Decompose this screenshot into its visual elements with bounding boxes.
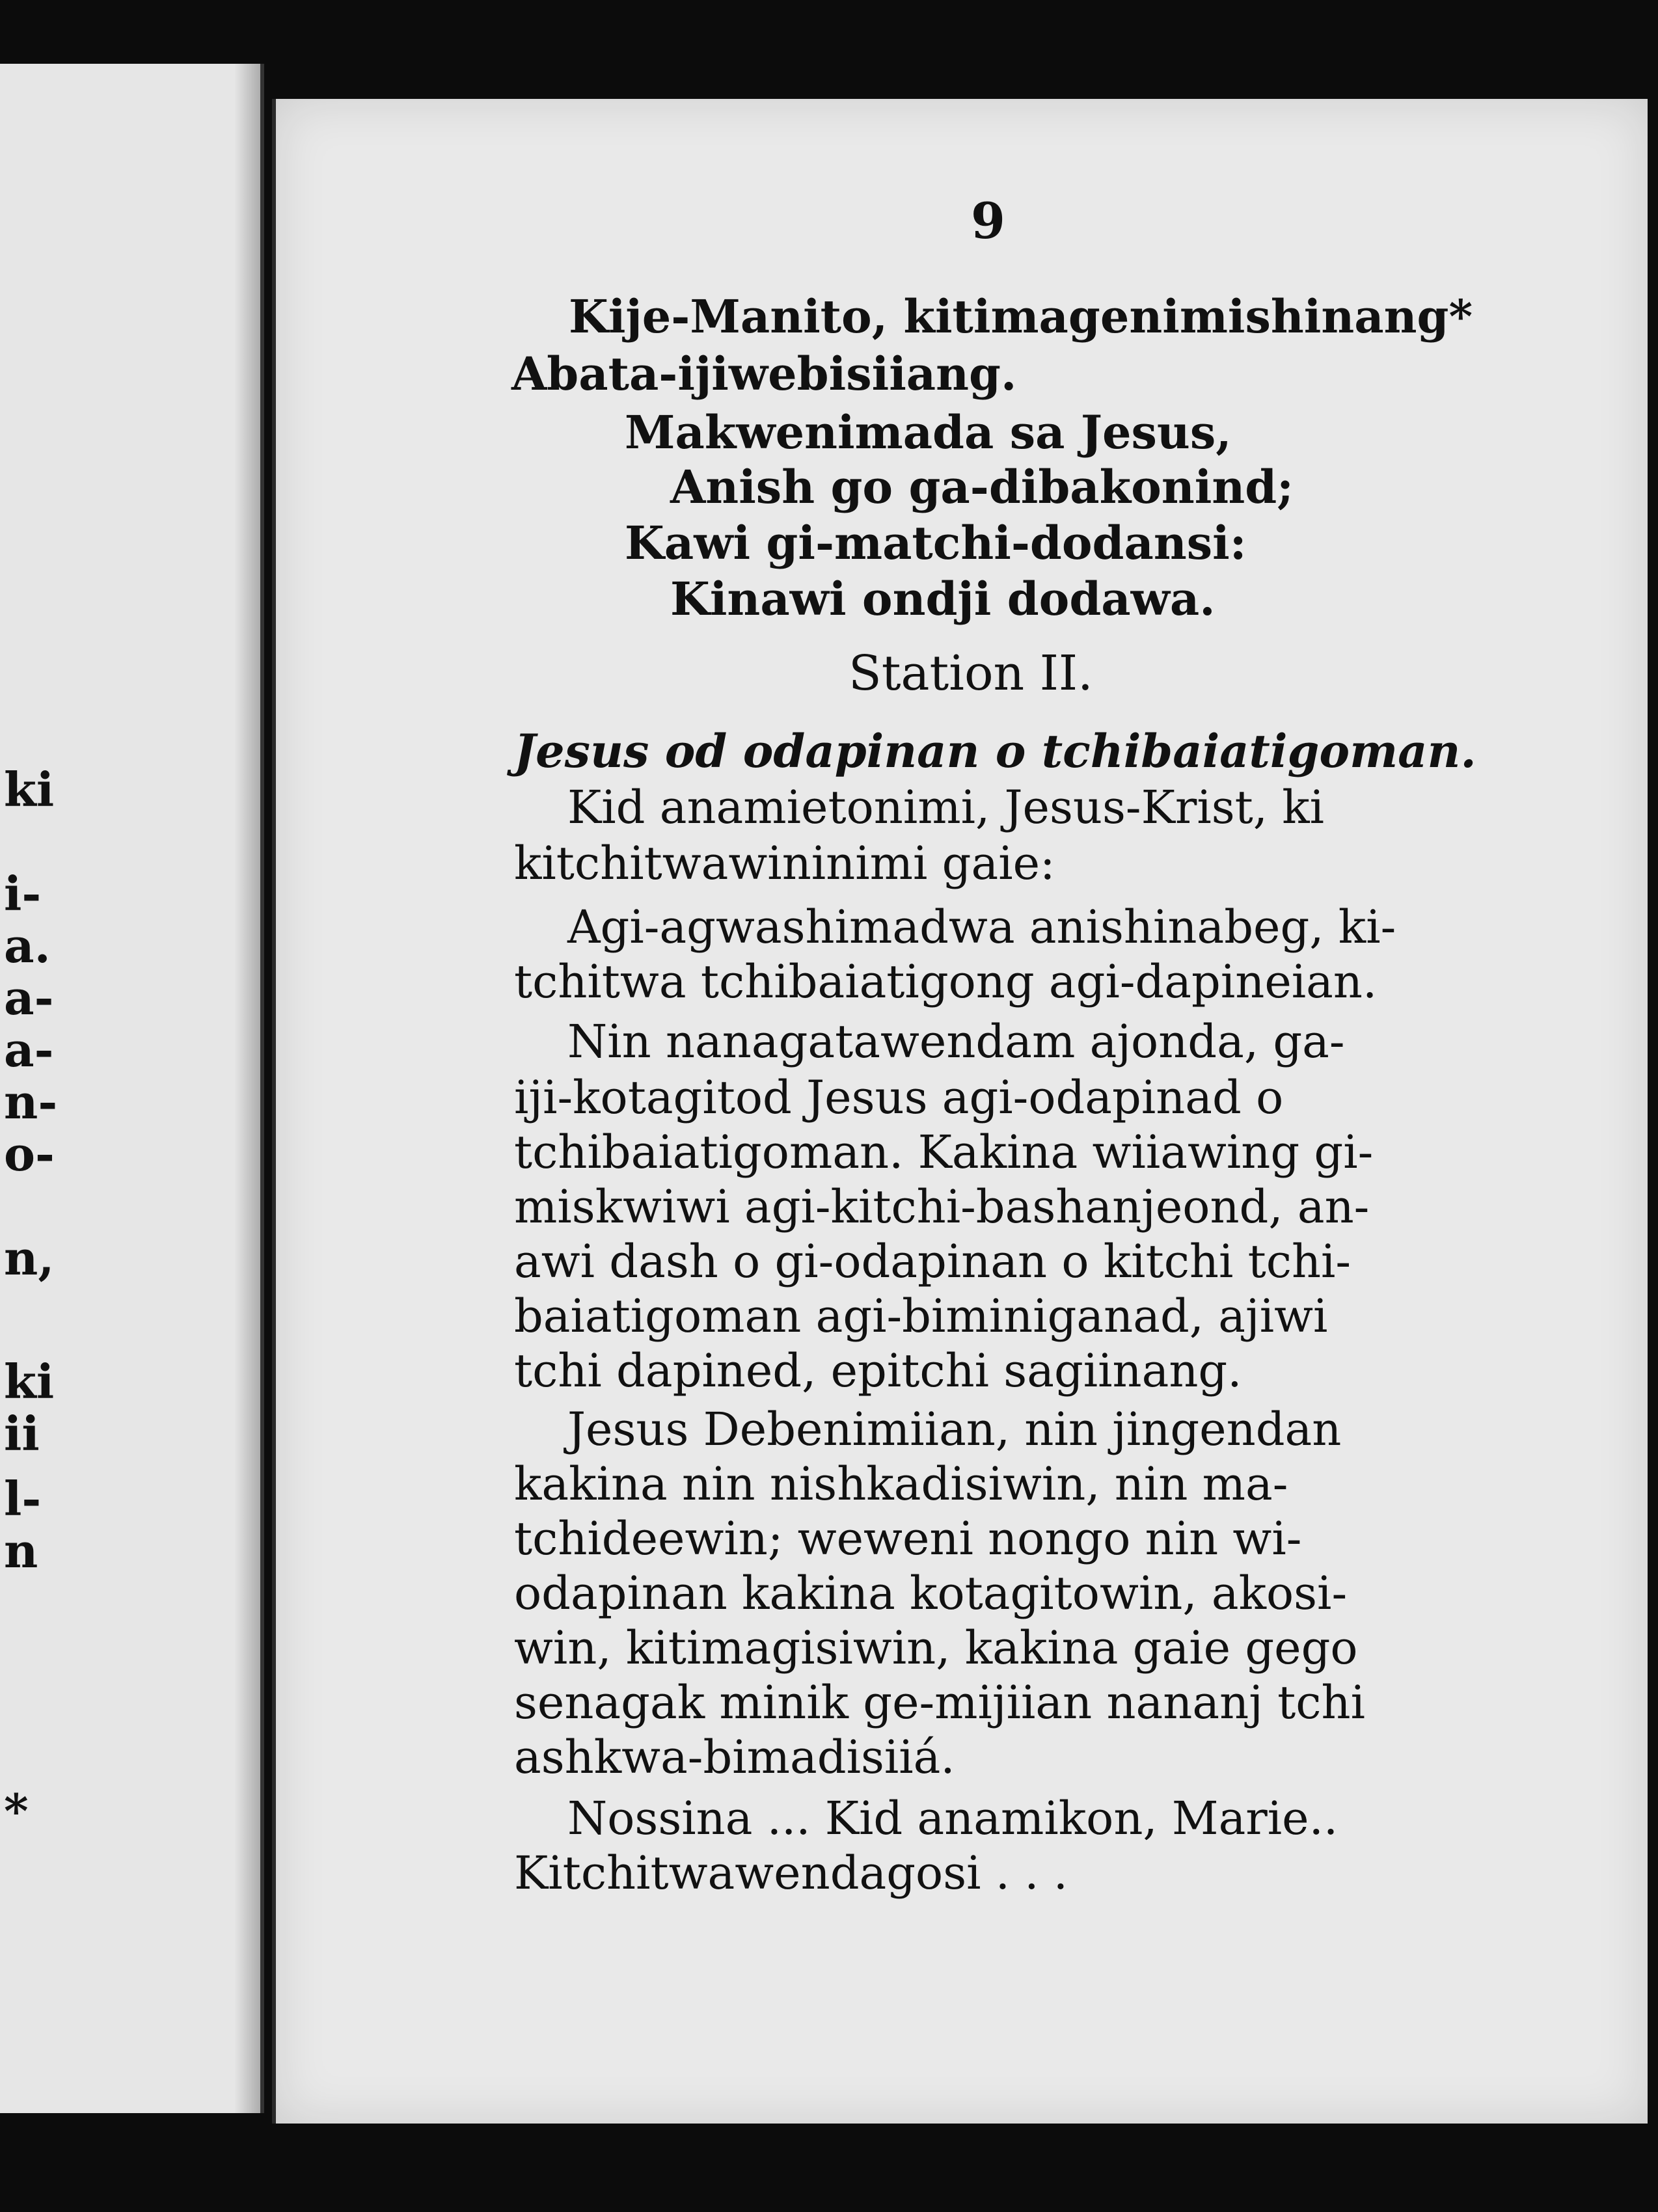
body-line: Nin nanagatawendam ajonda, ga- bbox=[567, 1015, 1345, 1068]
body-line: ashkwa-bimadisiiá. bbox=[514, 1731, 955, 1784]
body-line: baiatigoman agi-biminiganad, ajiwi bbox=[514, 1289, 1328, 1343]
hymn-line: Kawi gi-matchi-dodansi: bbox=[625, 516, 1247, 570]
facing-page-left bbox=[0, 64, 264, 2113]
book-page-right bbox=[272, 99, 1648, 2124]
body-line: tchideewin; weweni nongo nin wi- bbox=[514, 1512, 1302, 1565]
left-page-fragment: i- bbox=[4, 866, 42, 921]
left-page-fragment: ii bbox=[4, 1406, 40, 1461]
page-number: 9 bbox=[971, 192, 1005, 250]
station-title: Station II. bbox=[849, 645, 1093, 701]
left-page-fragment: n, bbox=[4, 1230, 55, 1286]
body-line: Kitchitwawendagosi . . . bbox=[514, 1846, 1068, 1900]
left-page-fragment: * bbox=[4, 1783, 29, 1839]
body-line: awi dash o gi-odapinan o kitchi tchi- bbox=[514, 1235, 1352, 1288]
left-page-fragment: a. bbox=[4, 918, 51, 973]
left-page-fragment: ki bbox=[4, 1354, 55, 1409]
left-page-fragment: n- bbox=[4, 1074, 58, 1129]
left-page-fragment: l- bbox=[4, 1471, 42, 1526]
body-line: iji-kotagitod Jesus agi-odapinad o bbox=[514, 1071, 1284, 1124]
hymn-line: Abata-ijiwebisiiang. bbox=[511, 347, 1017, 401]
left-page-fragment: ki bbox=[4, 762, 55, 817]
body-line: kakina nin nishkadisiwin, nin ma- bbox=[514, 1457, 1288, 1511]
hymn-line: Kinawi ondji dodawa. bbox=[670, 572, 1216, 626]
left-page-fragment: a- bbox=[4, 970, 54, 1025]
hymn-line: Anish go ga-dibakonind; bbox=[670, 460, 1294, 514]
hymn-line: Kije-Manito, kitimagenimishinang* bbox=[569, 290, 1473, 344]
body-line: kitchitwawininimi gaie: bbox=[514, 837, 1055, 890]
body-line: tchitwa tchibaiatigong agi-dapineian. bbox=[514, 955, 1378, 1008]
body-line: senagak minik ge-mijiian nananj tchi bbox=[514, 1676, 1365, 1729]
hymn-line: Makwenimada sa Jesus, bbox=[625, 405, 1232, 459]
body-line: Jesus Debenimiian, nin jingendan bbox=[567, 1403, 1342, 1456]
body-line: tchi dapined, epitchi sagiinang. bbox=[514, 1344, 1242, 1397]
left-page-fragment: o- bbox=[4, 1126, 55, 1181]
body-line: miskwiwi agi-kitchi-bashanjeond, an- bbox=[514, 1180, 1370, 1234]
left-page-fragment: a- bbox=[4, 1022, 54, 1077]
left-page-fragment: n bbox=[4, 1523, 38, 1578]
body-line: Nossina ... Kid anamikon, Marie.. bbox=[567, 1792, 1339, 1845]
gutter-shadow bbox=[234, 64, 260, 2113]
body-line: Agi-agwashimadwa anishinabeg, ki- bbox=[567, 900, 1396, 954]
body-line: Kid anamietonimi, Jesus-Krist, ki bbox=[567, 781, 1325, 834]
body-line: tchibaiatigoman. Kakina wiiawing gi- bbox=[514, 1126, 1374, 1179]
station-subtitle: Jesus od odapinan o tchibaiatigoman. bbox=[514, 724, 1476, 778]
body-line: win, kitimagisiwin, kakina gaie gego bbox=[514, 1621, 1358, 1675]
body-line: odapinan kakina kotagitowin, akosi- bbox=[514, 1567, 1348, 1620]
